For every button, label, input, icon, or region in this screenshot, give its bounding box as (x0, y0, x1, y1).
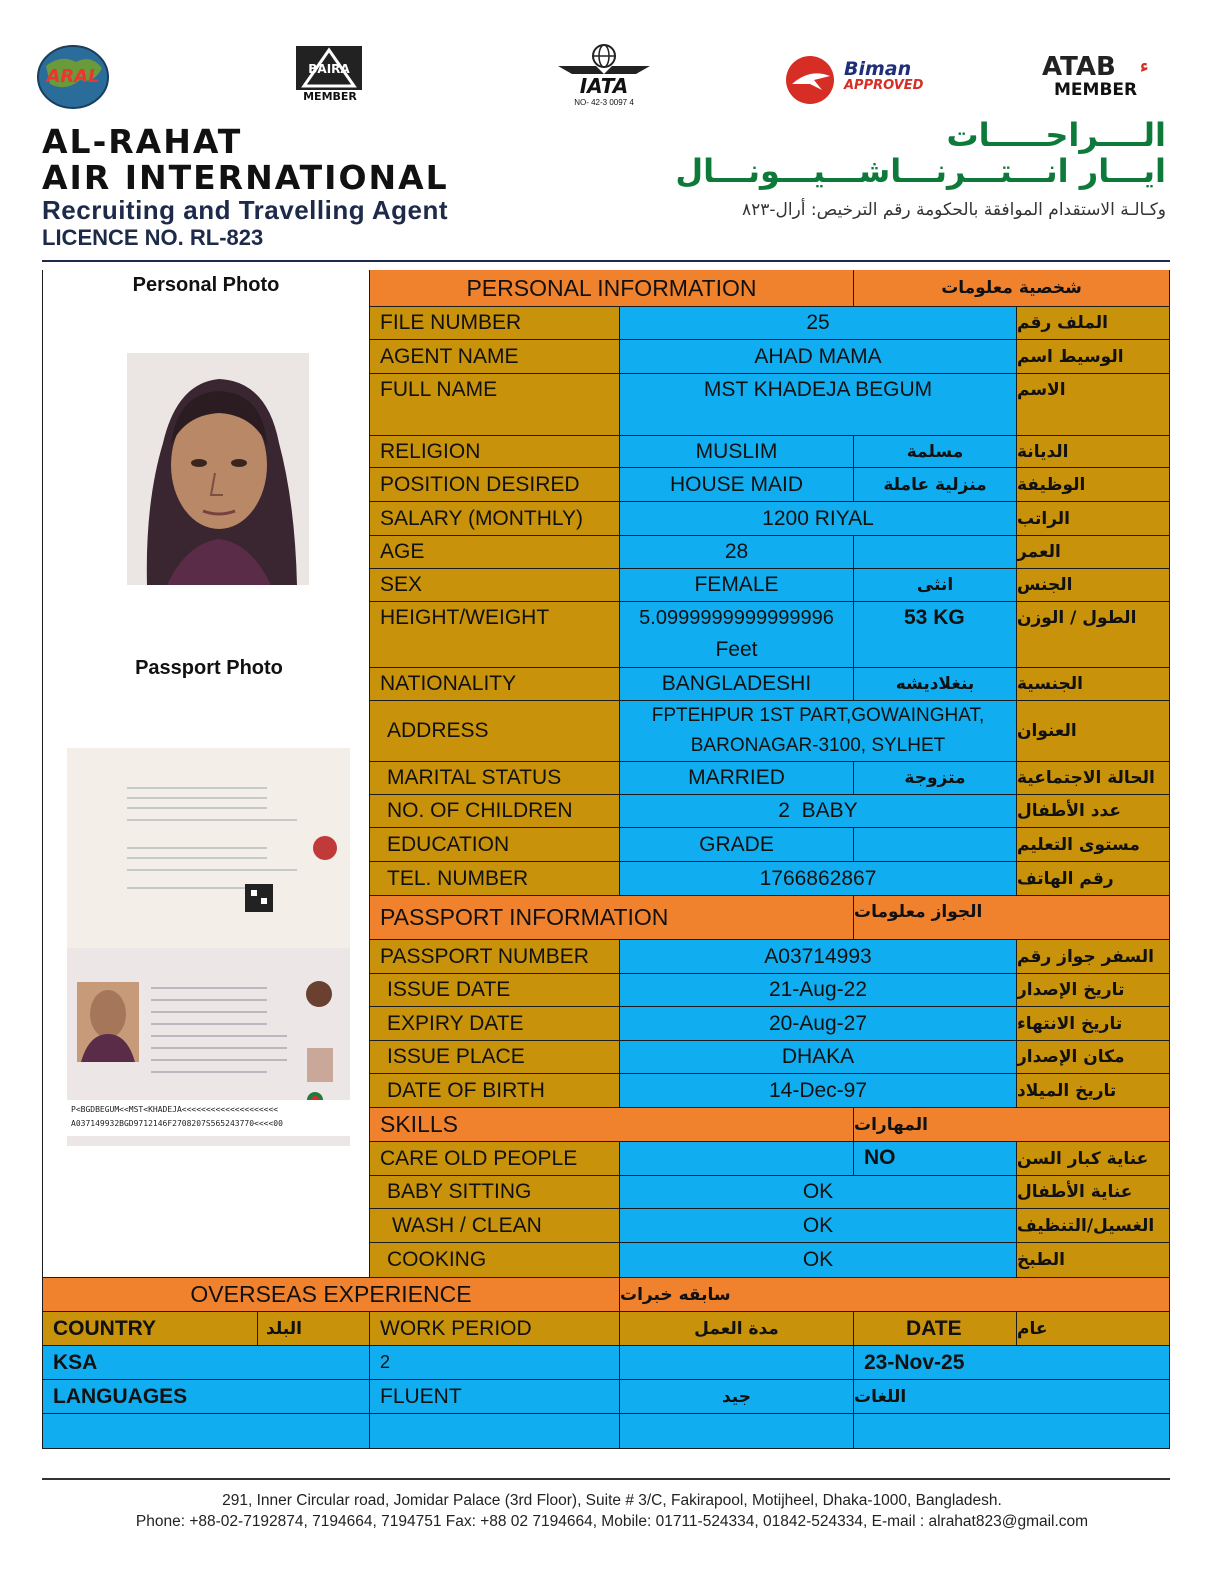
iata-number: NO- 42-3 0097 4 (574, 98, 634, 107)
value-issue-date: 21-Aug-22 (620, 974, 1017, 1007)
value-height-unit: Feet (715, 638, 758, 661)
label-date-of-birth: DATE OF BIRTH (370, 1074, 620, 1108)
label-care-old-people: CARE OLD PEOPLE (370, 1142, 620, 1176)
label-education-ar: مستوى التعليم (1017, 828, 1170, 862)
blank-row-1 (42, 1414, 370, 1449)
skills-header: SKILLS (370, 1108, 854, 1142)
passport-photo-label: Passport Photo (135, 657, 283, 679)
company-tagline: Recruiting and Travelling Agent (42, 195, 449, 225)
value-age-blank (854, 536, 1017, 569)
label-expiry-date: EXPIRY DATE (370, 1007, 620, 1041)
label-issue-place: ISSUE PLACE (370, 1041, 620, 1074)
value-children: 2 BABY (620, 795, 1017, 828)
company-name-line2: AIR INTERNATIONAL (42, 158, 449, 197)
label-issue-place-ar: مكان الإصدار (1017, 1041, 1170, 1074)
label-salary: SALARY (MONTHLY) (370, 502, 620, 536)
label-religion-ar: الديانة (1017, 436, 1170, 468)
value-age: 28 (620, 536, 854, 569)
baira-logo (294, 46, 366, 104)
atab-logo (1040, 52, 1170, 102)
value-marital-status-ar: متزوجة (854, 762, 1017, 795)
value-wash-clean: OK (620, 1209, 1017, 1243)
col-date: DATE (854, 1312, 1017, 1346)
label-age-ar: العمر (1017, 536, 1170, 569)
col-work-period: WORK PERIOD (370, 1312, 620, 1346)
value-tel: 1766862867 (620, 862, 1017, 896)
label-cooking: COOKING (370, 1243, 620, 1278)
value-sex-ar: انثى (854, 569, 1017, 602)
col-work-period-ar: مدة العمل (620, 1312, 854, 1346)
value-date: 23-Nov-25 (854, 1346, 1170, 1380)
label-issue-date: ISSUE DATE (370, 974, 620, 1007)
value-sex: FEMALE (620, 569, 854, 602)
value-address (620, 701, 1017, 762)
label-tel: TEL. NUMBER (370, 862, 620, 896)
label-children: NO. OF CHILDREN (370, 795, 620, 828)
label-date-of-birth-ar: تاريخ الميلاد (1017, 1074, 1170, 1108)
label-position: POSITION DESIRED (370, 468, 620, 502)
label-issue-date-ar: تاريخ الإصدار (1017, 974, 1170, 1007)
value-country: KSA (42, 1346, 370, 1380)
footer-contact: Phone: +88-02-7192874, 7194664, 7194751 Fax: +88 02 7194664, Mobile: 01711-524334, 01842-524334, E-mail : alrahat823@gmail.com (135, 1513, 1089, 1530)
value-religion-ar: مسلمة (854, 436, 1017, 468)
label-children-ar: عدد الأطفال (1017, 795, 1170, 828)
baira-member-text: MEMBER (303, 90, 357, 103)
value-passport-number: A03714993 (620, 940, 1017, 974)
atab-logo-text: ATAB (1042, 52, 1116, 82)
col-country: COUNTRY (42, 1312, 258, 1346)
header-divider (42, 260, 1170, 262)
value-date-of-birth: 14-Dec-97 (620, 1074, 1017, 1108)
value-position: HOUSE MAID (620, 468, 854, 502)
value-fluent: FLUENT (370, 1380, 620, 1414)
label-sex: SEX (370, 569, 620, 602)
label-marital-status: MARITAL STATUS (370, 762, 620, 795)
label-passport-number-ar: السفر جواز رقم (1017, 940, 1170, 974)
label-expiry-date-ar: تاريخ الانتهاء (1017, 1007, 1170, 1041)
label-wash-clean: WASH / CLEAN (370, 1209, 620, 1243)
skills-header-ar: المهارات (854, 1108, 1170, 1142)
company-name-arabic-2: ايـــار انـــتـــرنـــاشـــيـــونـــال (675, 152, 1166, 190)
personal-photo (127, 353, 309, 585)
value-height (620, 602, 854, 668)
value-work-period-blank (620, 1346, 854, 1380)
value-care-old-people: NO (854, 1142, 1017, 1176)
label-tel-ar: رقم الهاتف (1017, 862, 1170, 896)
baira-logo-text: BAIRA (308, 62, 350, 76)
value-weight: 53 KG (854, 602, 1017, 668)
label-agent-name: AGENT NAME (370, 340, 620, 374)
value-address-line2: BARONAGAR-3100, SYLHET (690, 735, 946, 756)
label-address-ar: العنوان (1017, 701, 1170, 762)
passport-info-header-ar: الجواز معلومات (854, 896, 1170, 940)
label-nationality-ar: الجنسية (1017, 668, 1170, 701)
label-education: EDUCATION (370, 828, 620, 862)
value-nationality: BANGLADESHI (620, 668, 854, 701)
biman-logo-text: Biman (844, 58, 912, 80)
footer-address: 291, Inner Circular road, Jomidar Palace (3rd Floor), Suite # 3/C, Fakirapool, Motijheel, Dhaka-1000, Bangladesh. (222, 1492, 1002, 1509)
label-languages: LANGUAGES (42, 1380, 370, 1414)
passport-mrz-line2: A037149932BGD9712146F2708207S565243770<<<<00 (71, 1119, 283, 1128)
label-marital-status-ar: الحالة الاجتماعية (1017, 762, 1170, 795)
label-height-weight: HEIGHT/WEIGHT (370, 602, 620, 668)
label-full-name-ar: الاسم (1017, 374, 1170, 436)
label-age: AGE (370, 536, 620, 569)
label-position-ar: الوظيفة (1017, 468, 1170, 502)
personal-info-header: PERSONAL INFORMATION (370, 270, 854, 307)
company-name-line1: AL-RAHAT (42, 122, 243, 161)
value-file-number: 25 (620, 307, 1017, 340)
value-education-blank (854, 828, 1017, 862)
label-religion: RELIGION (370, 436, 620, 468)
value-marital-status: MARRIED (620, 762, 854, 795)
value-fluent-ar: جيد (620, 1380, 854, 1414)
overseas-header-ar: سابقه خبرات (620, 1278, 1170, 1312)
footer-divider (42, 1478, 1170, 1480)
value-salary: 1200 RIYAL (620, 502, 1017, 536)
value-agent-name: AHAD MAMA (620, 340, 1017, 374)
value-height-number: 5.0999999999999996 (639, 607, 834, 629)
biman-approved-text: APPROVED (844, 78, 924, 93)
atab-mark-icon: ء (1140, 56, 1149, 76)
label-languages-ar: اللغات (854, 1380, 1170, 1414)
atab-member-text: MEMBER (1054, 80, 1138, 100)
label-wash-clean-ar: الغسيل/التنظيف (1017, 1209, 1170, 1243)
label-agent-name-ar: الوسيط اسم (1017, 340, 1170, 374)
blank-row-3 (620, 1414, 854, 1449)
value-education: GRADE (620, 828, 854, 862)
label-sex-ar: الجنس (1017, 569, 1170, 602)
col-date-ar: عام (1017, 1312, 1170, 1346)
overseas-header: OVERSEAS EXPERIENCE (42, 1278, 620, 1312)
value-address-line1: FPTEHPUR 1ST PART,GOWAINGHAT, (651, 705, 985, 726)
col-country-ar: البلد (258, 1312, 370, 1346)
blank-row-2 (370, 1414, 620, 1449)
personal-photo-label: Personal Photo (132, 274, 280, 296)
label-salary-ar: الراتب (1017, 502, 1170, 536)
aral-logo (36, 44, 110, 110)
value-expiry-date: 20-Aug-27 (620, 1007, 1017, 1041)
aral-logo-text: ARAL (46, 66, 100, 87)
label-full-name: FULL NAME (370, 374, 620, 436)
blank-row-4 (854, 1414, 1170, 1449)
value-cooking: OK (620, 1243, 1017, 1278)
iata-logo-text: IATA (579, 74, 629, 98)
passport-scan (67, 748, 350, 1146)
biman-logo (784, 54, 934, 106)
personal-info-header-ar: شخصية معلومات (854, 270, 1170, 307)
label-nationality: NATIONALITY (370, 668, 620, 701)
label-baby-sitting: BABY SITTING (370, 1176, 620, 1209)
label-file-number-ar: الملف رقم (1017, 307, 1170, 340)
company-arabic-subtitle: وكـالـة الاستقدام الموافقة بالحكومة رقم الترخيص: أرال-٨٢٣ (741, 200, 1166, 220)
value-nationality-ar: بنغلاديشه (854, 668, 1017, 701)
passport-info-header: PASSPORT INFORMATION (370, 896, 854, 940)
label-baby-sitting-ar: عناية الأطفال (1017, 1176, 1170, 1209)
label-address: ADDRESS (370, 701, 620, 762)
iata-logo (556, 44, 652, 108)
value-work-period: 2 (370, 1346, 620, 1380)
label-file-number: FILE NUMBER (370, 307, 620, 340)
value-baby-sitting: OK (620, 1176, 1017, 1209)
value-issue-place: DHAKA (620, 1041, 1017, 1074)
label-care-old-people-ar: عناية كبار السن (1017, 1142, 1170, 1176)
value-full-name: MST KHADEJA BEGUM (620, 374, 1017, 436)
label-cooking-ar: الطبخ (1017, 1243, 1170, 1278)
value-care-old-people-blank (620, 1142, 854, 1176)
company-name-arabic-1: الــــراحـــــات (946, 116, 1166, 154)
label-height-weight-ar: الطول / الوزن (1017, 602, 1170, 668)
passport-mrz-line1: P<BGDBEGUM<<MST<KHADEJA<<<<<<<<<<<<<<<<<<<< (71, 1105, 279, 1114)
licence-number: LICENCE NO. RL-823 (42, 225, 264, 250)
value-religion: MUSLIM (620, 436, 854, 468)
value-position-ar: منزلية عاملة (854, 468, 1017, 502)
label-passport-number: PASSPORT NUMBER (370, 940, 620, 974)
